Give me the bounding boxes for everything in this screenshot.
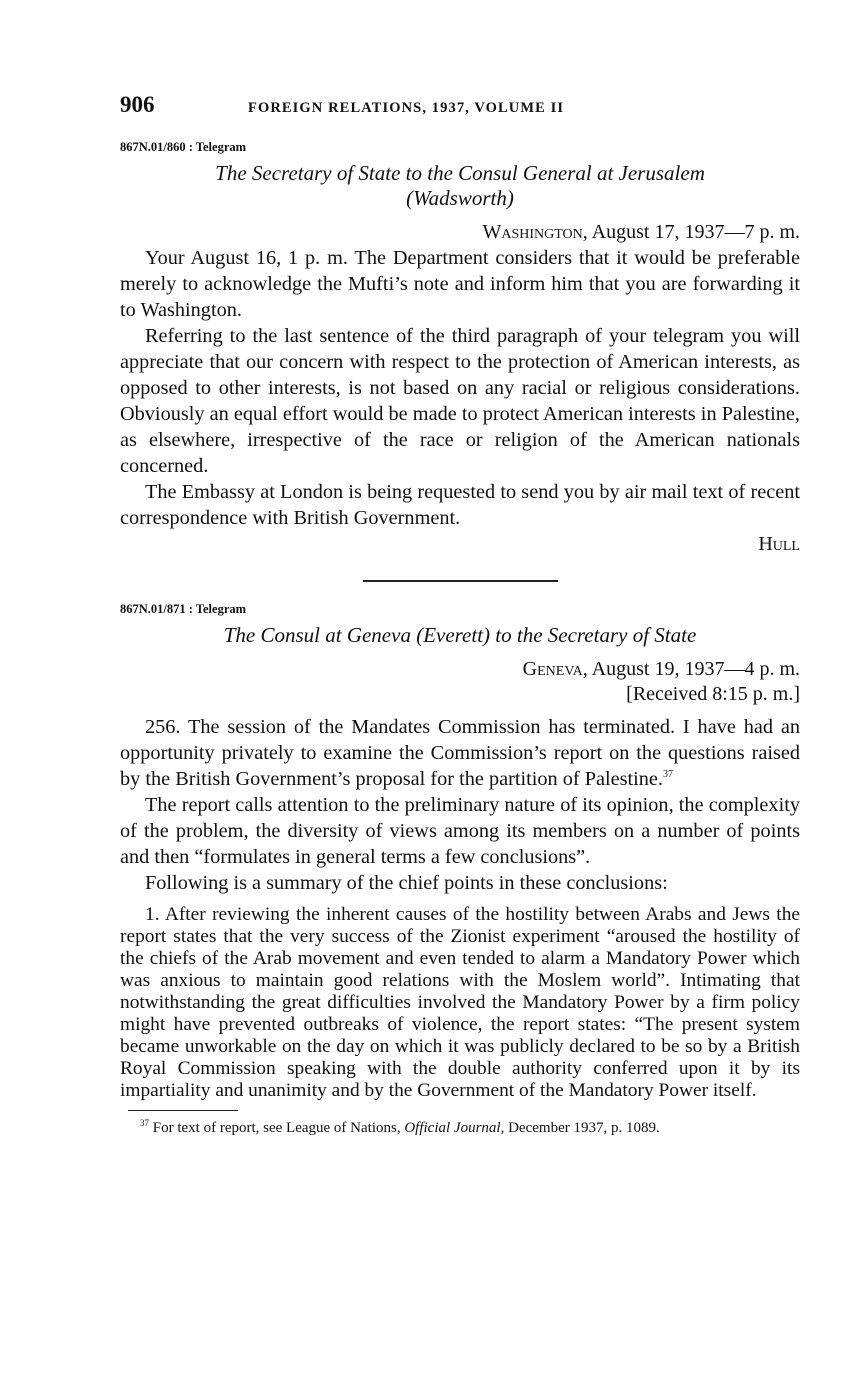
- running-title: FOREIGN RELATIONS, 1937, VOLUME II: [248, 100, 565, 116]
- section-divider: [363, 580, 558, 582]
- footnote-text-after: December 1937, p. 1089.: [508, 1120, 660, 1136]
- doc2-paragraph-1: [120, 714, 800, 792]
- doc1-heading-line1: The Secretary of State to the Consul General at Jerusalem: [215, 161, 705, 185]
- doc2-heading: The Consul at Geneva (Everett) to the Secretary of State: [223, 623, 697, 647]
- doc1-heading-line2: (Wadsworth): [406, 186, 514, 210]
- running-head: [120, 92, 800, 128]
- doc2-dateline-place: Geneva,: [522, 658, 588, 680]
- doc1-file-id: 867N.01/860 : Telegram: [120, 140, 247, 154]
- footnote: [120, 1119, 800, 1137]
- doc2-dateline: [120, 656, 800, 682]
- doc1-dateline: [120, 219, 800, 245]
- page-number: 906: [120, 92, 155, 117]
- doc2-dateline-date: August 19, 1937—4 p. m.: [591, 658, 800, 680]
- doc2-paragraph-2: The report calls attention to the preliminary nature of its opinion, the complexity of the problem, the diversity of views among its members on a number of points and then “formulates in general terms a few conclusions”.: [120, 794, 800, 868]
- doc1-dateline-date: August 17, 1937—7 p. m.: [591, 221, 800, 243]
- doc2-paragraph-4: 1. After reviewing the inherent causes of the hostility between Arabs and Jews the report states that the very success of the Zionist experiment “aroused the hostility of the chiefs of the Arab movement and even tended to alarm a Mandatory Power which was anxious to maintain good relations with the Moslem world”. Intimating that notwithstanding the great difficulties involved the Mandatory Power by a firm policy might have prevented outbreaks of violence, the report states: “The present system became unworkable on the day on which it was publicly declared to be so by a British Royal Commission speaking with the double authority conferred upon it by its impartiality and unanimity and by the Government of the Mandatory Power itself.: [120, 904, 800, 1101]
- doc1-dateline-place: Washington,: [482, 221, 588, 243]
- doc1-paragraph-1: Your August 16, 1 p. m. The Department considers that it would be preferable merely to acknowledge the Mufti’s note and inform him that you are forwarding it to Washington.: [120, 247, 800, 321]
- doc2-file-id: 867N.01/871 : Telegram: [120, 602, 247, 616]
- footnote-reference: 37: [663, 769, 673, 781]
- doc2-paragraph-1-text: 256. The session of the Mandates Commission has terminated. I have had an opportunity privately to examine the Commission’s report on the questions raised by the British Government’s proposal for the partition of Palestine.: [120, 716, 800, 790]
- doc1-paragraph-2: Referring to the last sentence of the third paragraph of your telegram you will appreciate that our concern with respect to the protection of American interests, as opposed to other interests, is not based on any racial or religious considerations. Obviously an equal effort would be made to protect American interests in Palestine, as elsewhere, irrespective of the race or religion of the American nationals concerned.: [120, 325, 800, 477]
- doc2-received: [Received 8:15 p. m.]: [626, 683, 800, 705]
- doc1-signature: Hull: [758, 533, 800, 555]
- document-page: [120, 92, 800, 1137]
- doc1-heading: [120, 161, 800, 211]
- footnote-text-before: For text of report, see League of Nations,: [152, 1120, 401, 1136]
- footnote-divider: [128, 1110, 238, 1111]
- doc2-paragraph-3: Following is a summary of the chief points in these conclusions:: [145, 872, 668, 894]
- doc1-paragraph-3: The Embassy at London is being requested to send you by air mail text of recent correspondence with British Government.: [120, 481, 800, 529]
- footnote-journal-title: Official Journal,: [404, 1120, 505, 1136]
- footnote-mark: 37: [140, 1118, 149, 1128]
